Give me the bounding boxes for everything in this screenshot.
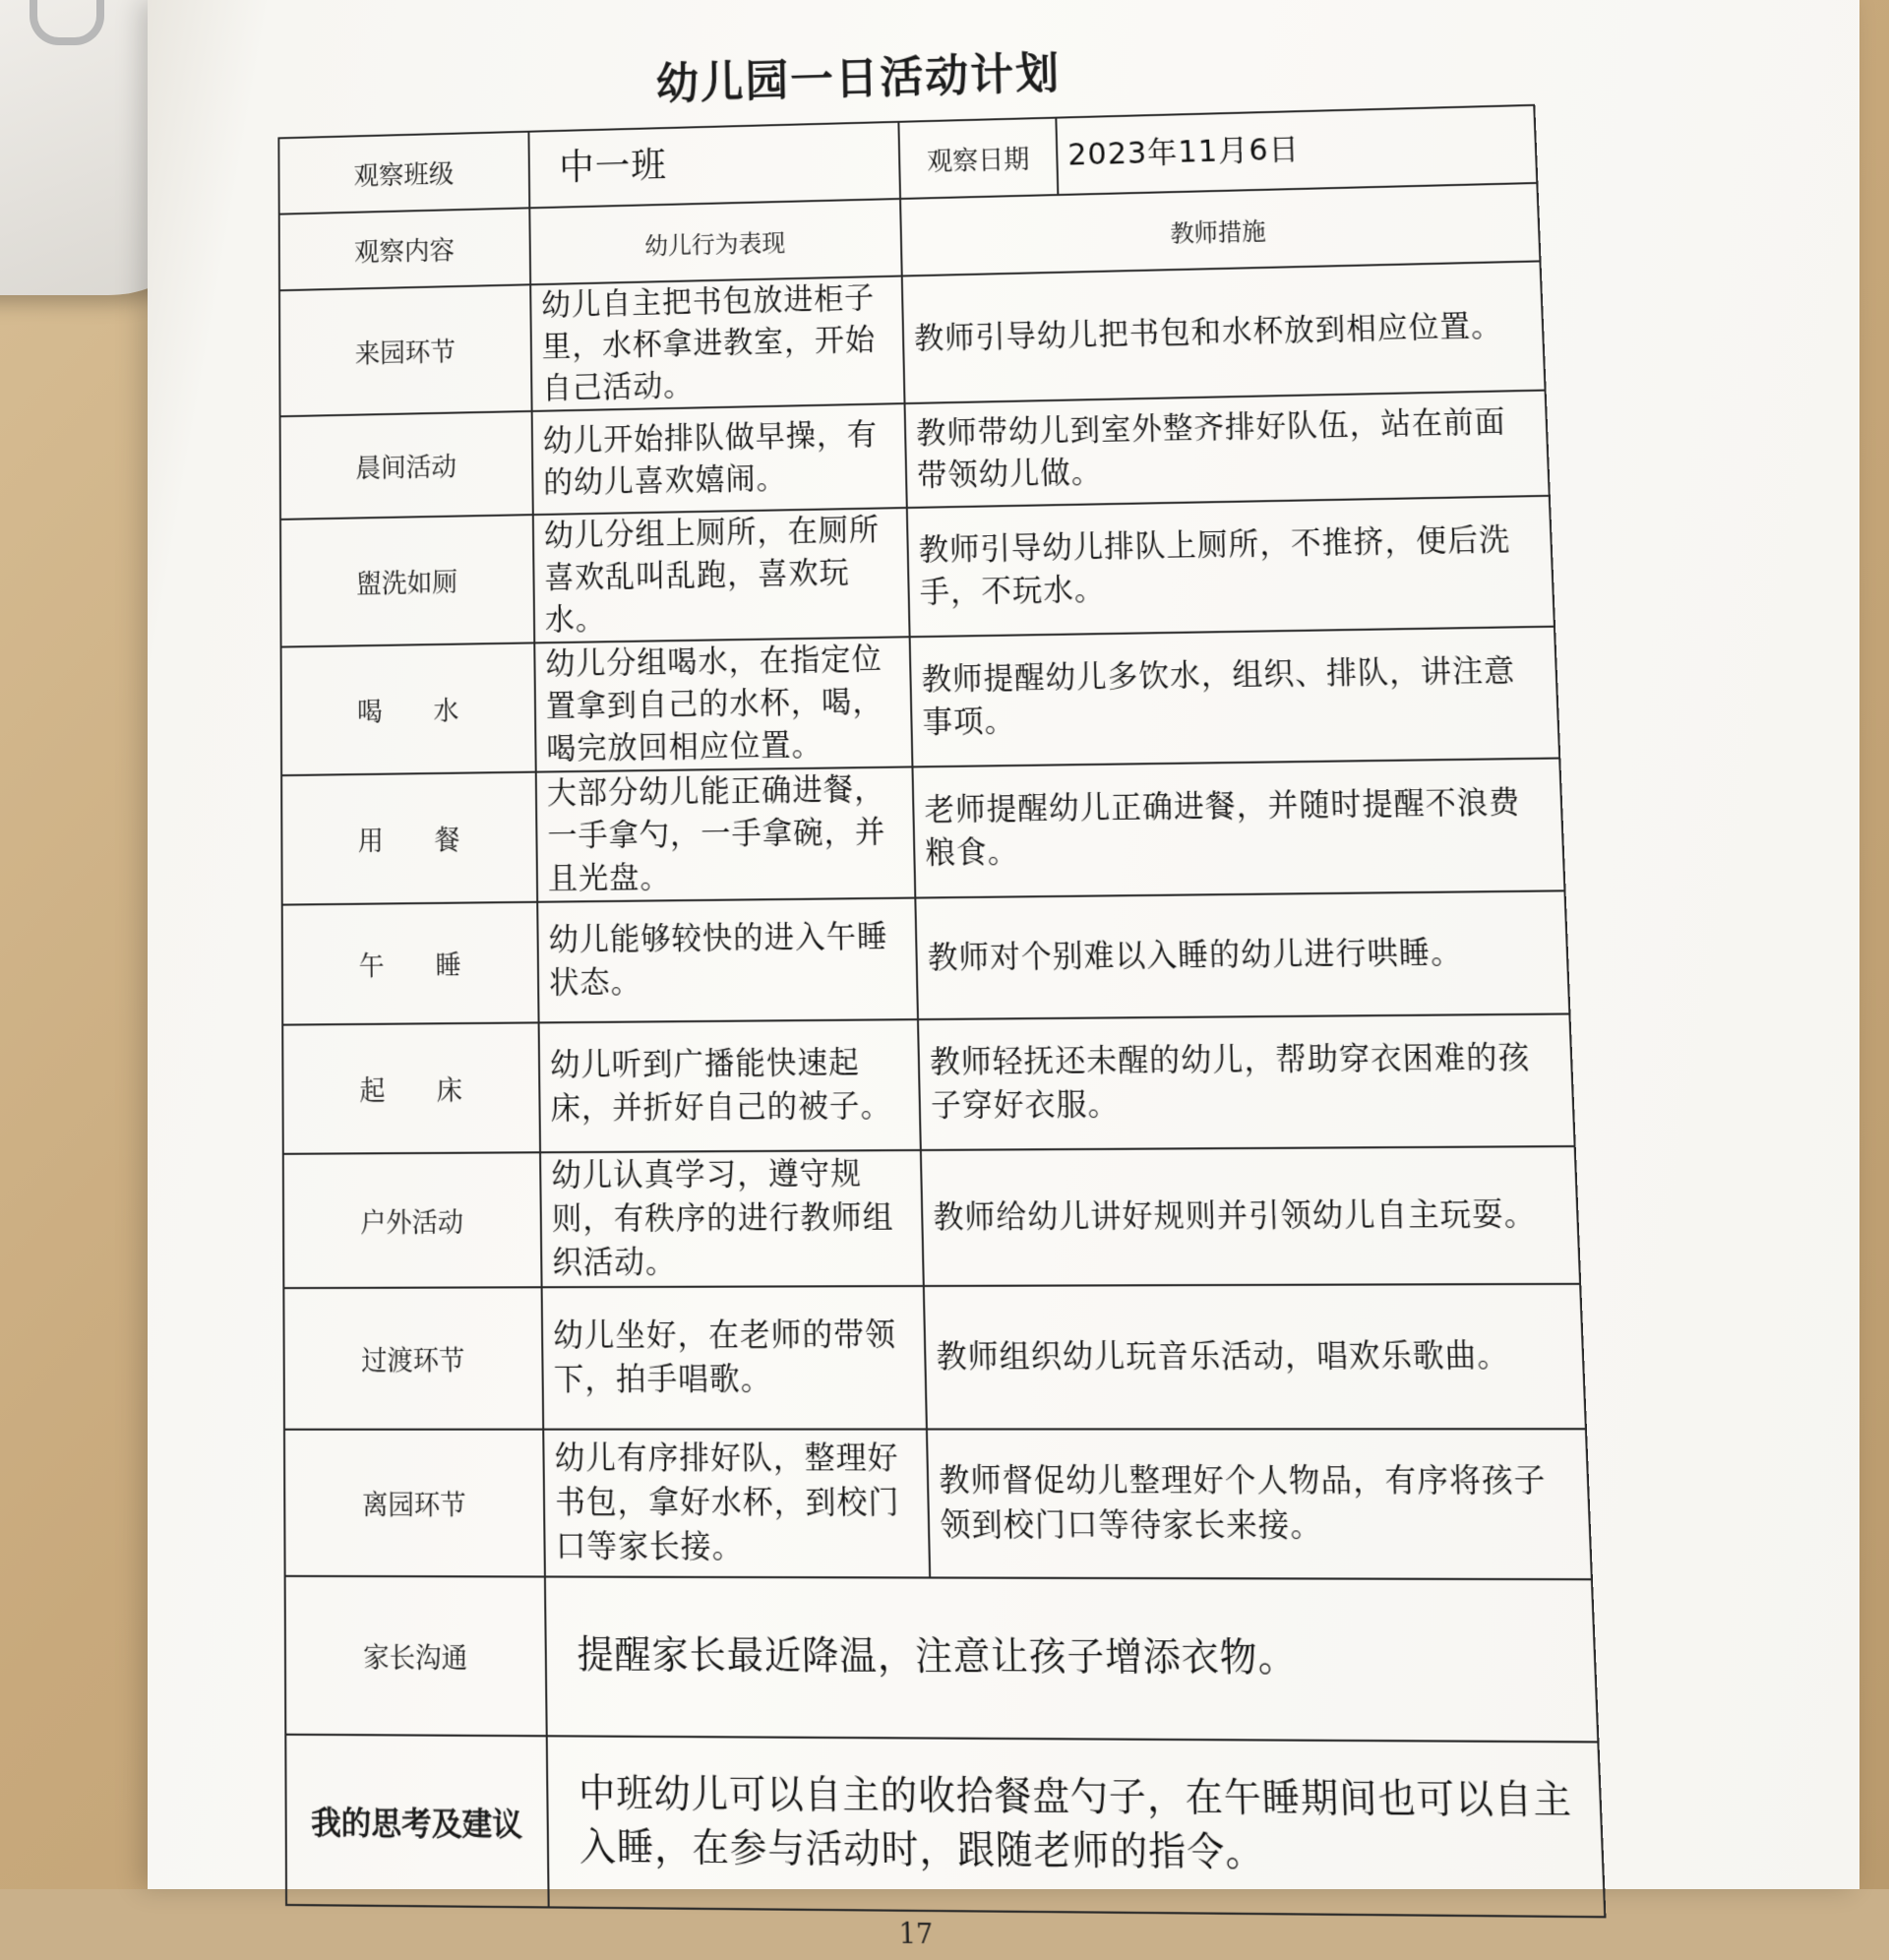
- row-behavior: 幼儿有序排好队，整理好书包，拿好水杯，到校门口等家长接。: [543, 1430, 930, 1578]
- row-behavior: 大部分幼儿能正确进餐，一手拿勺，一手拿碗，并且光盘。: [536, 766, 916, 901]
- row-label: 来园环节: [279, 284, 532, 416]
- reflection-row: [285, 1735, 1605, 1917]
- row-label: 起 床: [282, 1022, 540, 1153]
- row-measures: 教师督促幼儿整理好个人物品，有序将孩子领到校门口等待家长来接。: [927, 1429, 1592, 1579]
- date-value: 2023年11月6日: [1056, 105, 1537, 195]
- row-measures: 教师轻抚还未醒的幼儿，帮助穿衣困难的孩子穿好衣服。: [918, 1013, 1575, 1149]
- row-behavior: 幼儿自主把书包放进柜子里，水杯拿进教室，开始自己活动。: [530, 276, 904, 411]
- row-behavior: 幼儿听到广播能快速起床，并折好自己的被子。: [539, 1019, 921, 1152]
- row-label: 午 睡: [282, 902, 539, 1025]
- reflection-label: 我的思考及建议: [285, 1735, 548, 1908]
- table-row: [282, 1013, 1574, 1153]
- row-measures: 教师引导幼儿排队上厕所，不推挤，便后洗手，不玩水。: [907, 496, 1554, 637]
- row-behavior: 幼儿认真学习，遵守规则，有秩序的进行教师组织活动。: [540, 1150, 924, 1287]
- class-label: 观察班级: [278, 132, 529, 214]
- row-behavior: 幼儿分组喝水，在指定位置拿到自己的水杯，喝，喝完放回相应位置。: [534, 637, 912, 771]
- behavior-header: 幼儿行为表现: [529, 199, 901, 284]
- row-label: 用 餐: [281, 772, 537, 905]
- parent-communication-label: 家长沟通: [285, 1576, 547, 1737]
- parent-communication-text: 提醒家长最近降温，注意让孩子增添衣物。: [545, 1576, 1598, 1742]
- row-measures: 教师提醒幼儿多饮水，组织、排队，讲注意事项。: [910, 627, 1560, 767]
- table-row: [282, 890, 1570, 1024]
- row-behavior: 幼儿能够较快的进入午睡状态。: [537, 898, 918, 1023]
- class-value: 中一班: [528, 122, 900, 209]
- document-title: 幼儿园一日活动计划: [655, 48, 1062, 110]
- row-measures: 教师带幼儿到室外整齐排好队伍，站在前面带领幼儿做。: [905, 391, 1550, 508]
- page-content: [249, 8, 1871, 1960]
- row-label: 盥洗如厕: [280, 515, 534, 646]
- activity-plan-table: [277, 104, 1606, 1919]
- row-label: 晨间活动: [280, 411, 533, 520]
- table-row: [283, 1146, 1580, 1288]
- row-measures: 教师对个别难以入睡的幼儿进行哄睡。: [915, 890, 1569, 1019]
- parent-communication-row: [285, 1576, 1599, 1743]
- table-row: [280, 496, 1554, 647]
- table-row: [284, 1429, 1592, 1579]
- date-label: 观察日期: [898, 118, 1058, 199]
- row-label: 离园环节: [284, 1430, 545, 1577]
- table-row: [281, 759, 1564, 905]
- row-behavior: 幼儿开始排队做早操，有的幼儿喜欢嬉闹。: [532, 403, 907, 515]
- table-row: [281, 627, 1560, 775]
- row-label: 过渡环节: [283, 1287, 543, 1430]
- row-measures: 教师组织幼儿玩音乐活动，唱欢乐歌曲。: [924, 1284, 1586, 1430]
- row-measures: 教师给幼儿讲好规则并引领幼儿自主玩耍。: [921, 1146, 1580, 1286]
- row-label: 户外活动: [283, 1152, 542, 1288]
- content-label: 观察内容: [279, 208, 530, 290]
- row-measures: 老师提醒幼儿正确进餐，并随时提醒不浪费粮食。: [912, 759, 1564, 898]
- table-row: [283, 1284, 1586, 1430]
- row-label: 喝 水: [281, 643, 536, 775]
- row-behavior: 幼儿分组上厕所，在厕所喜欢乱叫乱跑，喜欢玩水。: [533, 508, 910, 643]
- row-measures: 教师引导幼儿把书包和水杯放到相应位置。: [902, 261, 1546, 403]
- notebook-page: [148, 0, 1859, 1951]
- measures-header: 教师措施: [900, 183, 1540, 276]
- page-number: 17: [898, 1918, 934, 1951]
- reflection-text: 中班幼儿可以自主的收拾餐盘勺子，在午睡期间也可以自主入睡，在参与活动时，跟随老师的指令。: [547, 1736, 1606, 1917]
- device-ring: [30, 0, 104, 45]
- row-behavior: 幼儿坐好，在老师的带领下，拍手唱歌。: [542, 1286, 927, 1430]
